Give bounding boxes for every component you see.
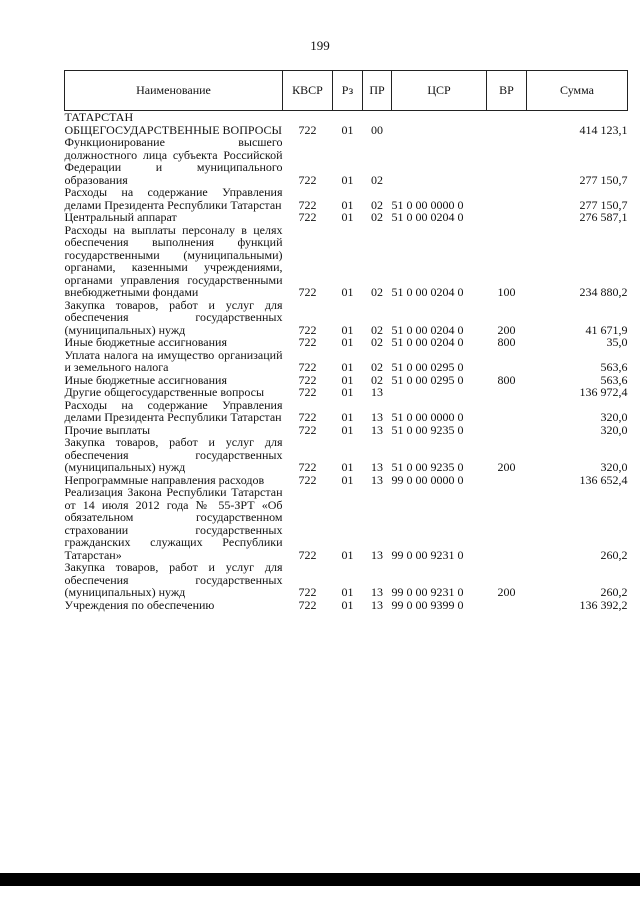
row-kvsr-cell: 722: [298, 422, 317, 437]
row-name-cell: Функционирование высшего должностного лица субъекта Российской Федерации и муниципального образования: [64, 135, 283, 187]
row-rz-cell: 01: [341, 197, 354, 212]
row-vr-cell: [487, 136, 527, 186]
row-pr-cell: 02: [371, 335, 383, 349]
row-sum-cell: 320,0: [600, 422, 628, 437]
row-sum-cell: 260,2: [600, 547, 628, 562]
row-pr-cell: 13: [371, 597, 383, 612]
table-row: [65, 386, 628, 399]
row-pr-cell: 00: [371, 122, 383, 137]
row-name-cell: Иные бюджетные ассигнования: [64, 335, 227, 349]
row-csr-cell: 99 0 00 9231 0: [391, 547, 464, 562]
row-sum-cell: 320,0: [600, 410, 628, 424]
row-vr-cell: [487, 424, 527, 437]
column-header-name: Наименование: [65, 71, 283, 111]
row-sum-cell: [527, 111, 628, 124]
row-csr-cell: 51 0 00 0204 0: [391, 285, 464, 299]
row-vr-cell: [487, 124, 527, 137]
row-sum-cell: 276 587,1: [579, 210, 628, 224]
row-rz-cell: 01: [341, 210, 354, 224]
column-header-csr: ЦСР: [392, 71, 487, 111]
row-name-cell: Расходы на содержание Управления делами Президента Республики Татарстан: [64, 185, 283, 212]
row-kvsr-cell: 722: [298, 210, 317, 224]
table-row: [65, 399, 628, 424]
row-pr-cell: 13: [371, 422, 383, 437]
row-kvsr-cell: 722: [298, 472, 317, 487]
row-csr-cell: 51 0 00 0000 0: [391, 197, 464, 212]
row-sum-cell: 136 652,4: [579, 472, 628, 487]
column-header-vr: ВР: [487, 71, 527, 111]
row-csr-cell: 51 0 00 0204 0: [391, 335, 464, 349]
row-pr-cell: 02: [371, 372, 383, 387]
row-name-cell: Закупка товаров, работ и услуг для обеспечения государственных (муниципальных) нужд: [64, 560, 283, 599]
row-kvsr-cell: [283, 111, 333, 124]
table-row: [65, 299, 628, 337]
row-csr-cell: 51 0 00 0295 0: [391, 372, 464, 387]
row-vr-cell: 800: [497, 372, 516, 387]
row-name-cell: Уплата налога на имущество организаций и земельного налога: [64, 347, 283, 374]
row-kvsr-cell: 722: [298, 385, 317, 399]
row-vr-cell: 200: [497, 585, 516, 599]
row-rz-cell: 01: [341, 460, 354, 474]
row-vr-cell: [487, 486, 527, 561]
row-rz-cell: 01: [341, 472, 354, 487]
row-sum-cell: 320,0: [600, 460, 628, 474]
column-header-sum: Сумма: [527, 71, 628, 111]
row-vr-cell: [487, 111, 527, 124]
row-kvsr-cell: 722: [298, 597, 317, 612]
row-kvsr-cell: 722: [298, 172, 317, 187]
row-pr-cell: [363, 111, 392, 124]
row-rz-cell: 01: [341, 172, 354, 187]
table-row: [65, 111, 628, 124]
table-header-row: [65, 71, 628, 111]
row-csr-cell: [392, 124, 487, 137]
row-rz-cell: 01: [341, 335, 354, 349]
row-rz-cell: 01: [341, 422, 354, 437]
row-vr-cell: [487, 211, 527, 224]
row-csr-cell: 99 0 00 9231 0: [391, 585, 464, 599]
column-header-rz: Рз: [333, 71, 363, 111]
row-pr-cell: 13: [371, 410, 383, 424]
table-row: [65, 186, 628, 211]
row-kvsr-cell: 722: [298, 410, 317, 424]
table-body: [65, 111, 628, 612]
row-csr-cell: 51 0 00 9235 0: [391, 422, 464, 437]
row-csr-cell: [392, 136, 487, 186]
row-rz-cell: 01: [341, 585, 354, 599]
row-kvsr-cell: 722: [298, 460, 317, 474]
row-name-cell: Непрограммные направления расходов: [64, 472, 265, 487]
row-name-cell: Учреждения по обеспечению: [64, 597, 215, 612]
table-row: [65, 211, 628, 224]
budget-table: [64, 70, 628, 611]
table-row: [65, 561, 628, 599]
table-row: [65, 224, 628, 299]
row-csr-cell: 51 0 00 0295 0: [391, 360, 464, 374]
row-rz-cell: 01: [341, 372, 354, 387]
row-rz-cell: [333, 111, 363, 124]
row-vr-cell: 200: [497, 322, 516, 337]
row-sum-cell: 277 150,7: [579, 172, 628, 187]
row-vr-cell: [487, 474, 527, 487]
row-kvsr-cell: 722: [298, 335, 317, 349]
row-kvsr-cell: 722: [298, 197, 317, 212]
row-csr-cell: [392, 111, 487, 124]
table-row: [65, 436, 628, 474]
row-kvsr-cell: 722: [298, 360, 317, 374]
row-vr-cell: 200: [497, 460, 516, 474]
row-vr-cell: [487, 386, 527, 399]
row-sum-cell: 234 880,2: [579, 285, 628, 299]
table-row: [65, 599, 628, 612]
row-pr-cell: 02: [371, 360, 383, 374]
row-pr-cell: 13: [371, 472, 383, 487]
column-header-kvsr: КВСР: [283, 71, 333, 111]
row-sum-cell: 563,6: [600, 372, 628, 387]
row-name-cell: Реализация Закона Республики Татарстан от 14 июля 2012 года № 55-ЗРТ «Об обязательном государственном страховании государственных гражданских служащих Республики Татарстан»: [64, 485, 283, 562]
row-name-cell: Расходы на содержание Управления делами Президента Республики Татарстан: [64, 397, 283, 424]
row-kvsr-cell: 722: [298, 122, 317, 137]
row-name-cell: Закупка товаров, работ и услуг для обеспечения государственных (муниципальных) нужд: [64, 435, 283, 474]
row-name-cell: Прочие выплаты: [64, 422, 151, 437]
row-sum-cell: 260,2: [600, 585, 628, 599]
row-name-cell: Центральный аппарат: [64, 210, 177, 224]
row-sum-cell: 41 671,9: [585, 322, 628, 337]
row-pr-cell: 13: [371, 585, 383, 599]
row-pr-cell: 13: [371, 547, 383, 562]
table-row: [65, 349, 628, 374]
row-pr-cell: 02: [371, 322, 383, 337]
column-header-pr: ПР: [363, 71, 392, 111]
row-csr-cell: 51 0 00 9235 0: [391, 460, 464, 474]
row-pr-cell: 13: [371, 385, 383, 399]
row-csr-cell: 51 0 00 0204 0: [391, 322, 464, 337]
row-csr-cell: 51 0 00 0000 0: [391, 410, 464, 424]
row-csr-cell: 99 0 00 0000 0: [391, 472, 464, 487]
row-vr-cell: [487, 186, 527, 211]
row-sum-cell: 35,0: [606, 335, 628, 349]
row-pr-cell: 02: [371, 210, 383, 224]
row-name-cell: Закупка товаров, работ и услуг для обеспечения государственных (муниципальных) нужд: [64, 297, 283, 337]
row-name-cell: Расходы на выплаты персоналу в целях обеспечения выполнения функций государственными (муниципальными) органами, казенными учреждениями, органами управления государственными внебюджетными фондами: [64, 222, 283, 299]
page-number: 199: [310, 38, 330, 53]
scan-edge-bar: [0, 873, 640, 886]
row-kvsr-cell: 722: [298, 372, 317, 387]
table-row: [65, 136, 628, 186]
row-name-cell: Иные бюджетные ассигнования: [64, 372, 227, 387]
row-rz-cell: 01: [341, 322, 354, 337]
row-csr-cell: 99 0 00 9399 0: [391, 597, 464, 612]
row-rz-cell: 01: [341, 597, 354, 612]
row-csr-cell: 51 0 00 0204 0: [391, 210, 464, 224]
row-rz-cell: 01: [341, 360, 354, 374]
row-csr-cell: [392, 386, 487, 399]
table-row: [65, 336, 628, 349]
row-vr-cell: [487, 599, 527, 612]
row-vr-cell: [487, 399, 527, 424]
row-pr-cell: 13: [371, 460, 383, 474]
row-rz-cell: 01: [341, 285, 354, 299]
row-rz-cell: 01: [341, 547, 354, 562]
row-pr-cell: 02: [371, 285, 383, 299]
row-vr-cell: 100: [497, 285, 516, 299]
row-sum-cell: 136 392,2: [579, 597, 628, 612]
row-sum-cell: 563,6: [600, 360, 628, 374]
row-vr-cell: [487, 349, 527, 374]
row-name-cell: ТАТАРСТАН: [64, 110, 134, 124]
table-row: [65, 486, 628, 561]
row-rz-cell: 01: [341, 122, 354, 137]
row-name-cell: ОБЩЕГОСУДАРСТВЕННЫЕ ВОПРОСЫ: [64, 122, 282, 137]
row-rz-cell: 01: [341, 410, 354, 424]
row-pr-cell: 02: [371, 172, 383, 187]
row-kvsr-cell: 722: [298, 585, 317, 599]
row-kvsr-cell: 722: [298, 285, 317, 299]
row-kvsr-cell: 722: [298, 547, 317, 562]
row-rz-cell: 01: [341, 385, 354, 399]
row-kvsr-cell: 722: [298, 322, 317, 337]
row-sum-cell: 414 123,1: [579, 122, 628, 137]
row-sum-cell: 277 150,7: [579, 197, 628, 212]
row-vr-cell: 800: [497, 335, 516, 349]
row-pr-cell: 02: [371, 197, 383, 212]
row-name-cell: Другие общегосударственные вопросы: [64, 385, 265, 399]
row-sum-cell: 136 972,4: [579, 385, 628, 399]
